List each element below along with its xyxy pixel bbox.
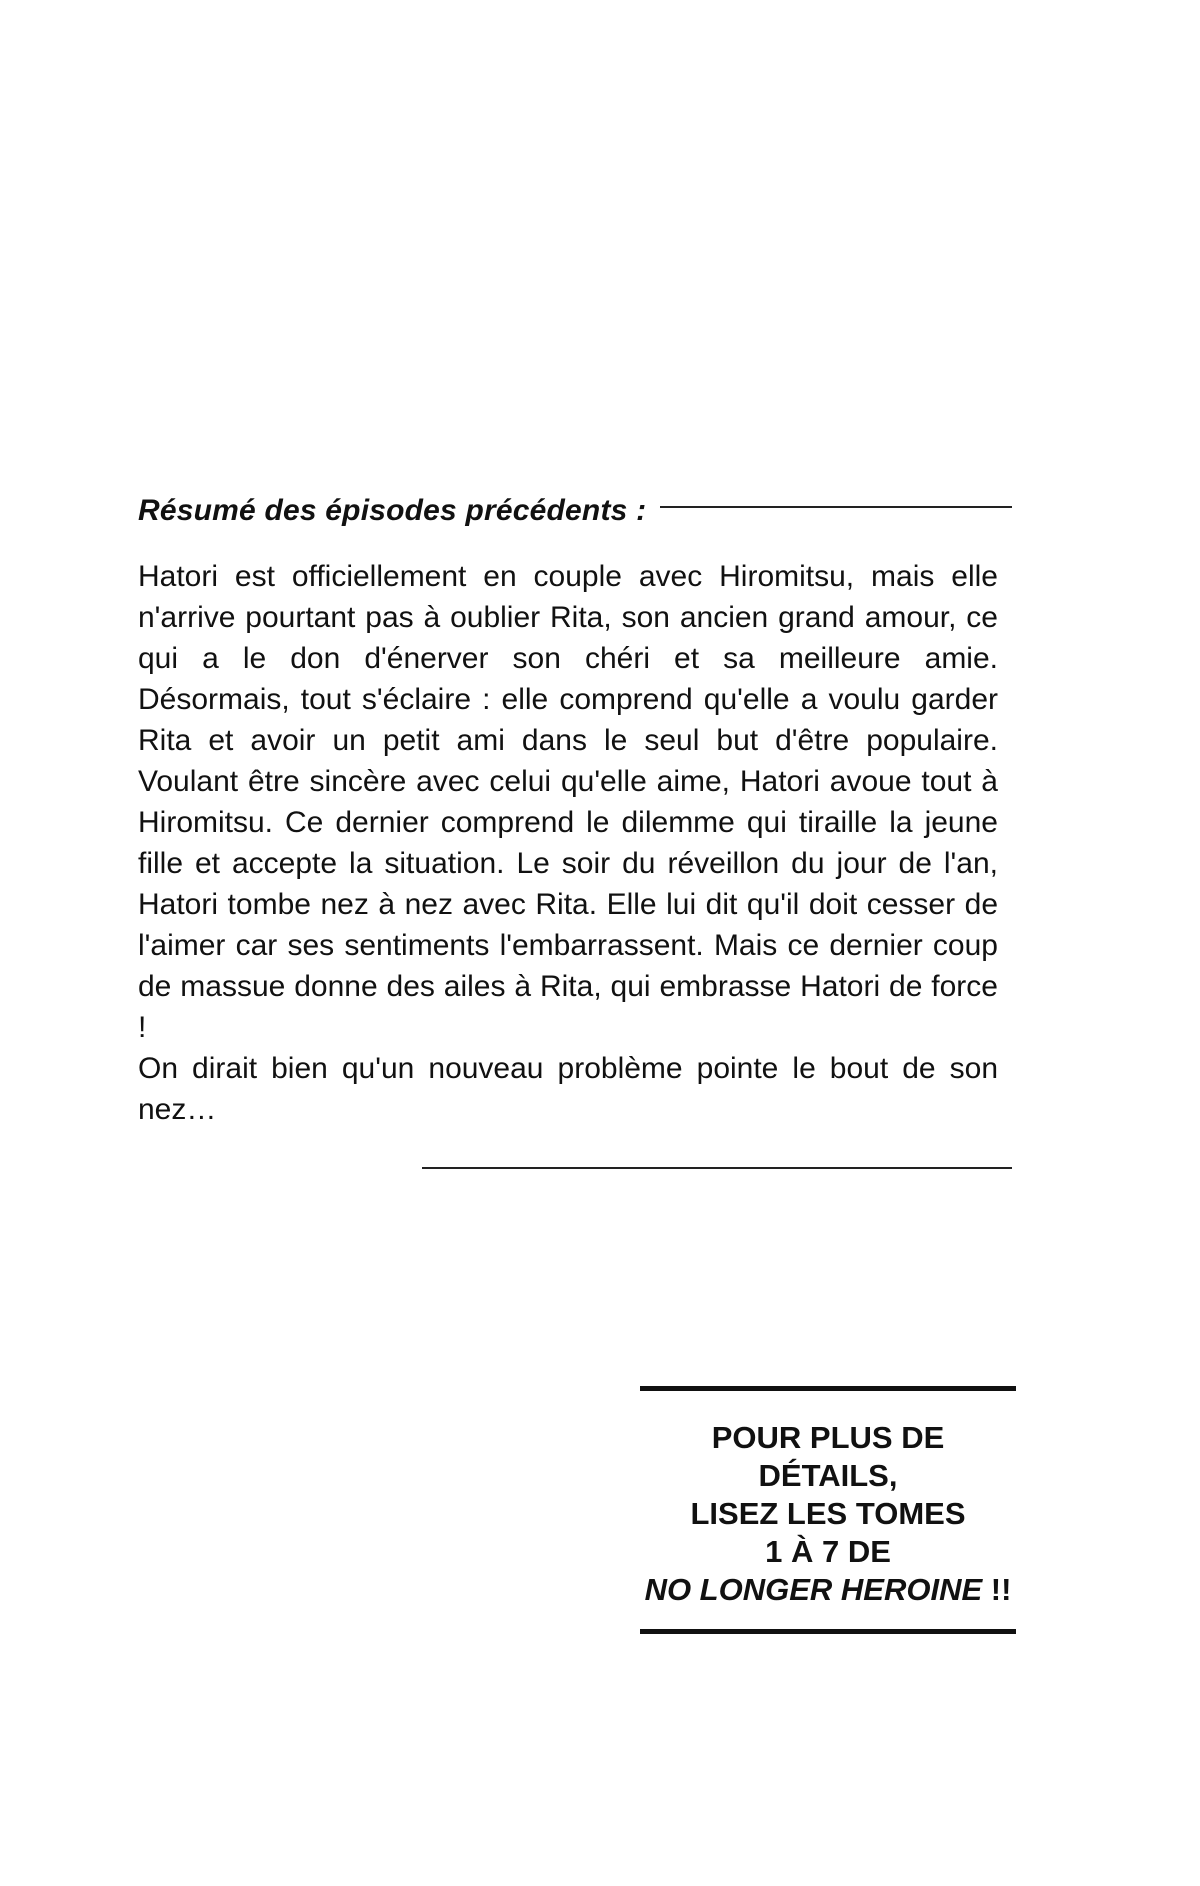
summary-heading-row <box>138 472 1018 528</box>
cta-top-rule <box>640 1386 1016 1391</box>
heading-rule <box>660 506 1012 508</box>
cta-line-4 <box>640 1571 1016 1609</box>
summary-body <box>138 556 998 1130</box>
cta-line-1: POUR PLUS DE DÉTAILS, <box>711 1420 945 1493</box>
cta-exclamation: !! <box>982 1572 1012 1607</box>
summary-section <box>138 472 1018 1126</box>
cta-text <box>640 1419 1016 1609</box>
summary-heading: Résumé des épisodes précédents : <box>138 494 647 527</box>
summary-paragraph: On dirait bien qu'un nouveau problème pointe le bout de son nez… <box>138 1052 998 1126</box>
cta-bottom-rule <box>640 1629 1016 1634</box>
cta-line-3: 1 À 7 DE <box>765 1534 891 1569</box>
summary-paragraph: Hatori est officiellement en couple avec Hiromitsu, mais elle n'arrive pourtant pas à oublier Rita, son ancien grand amour, ce qui a le don d'énerver son chéri et sa meilleure amie. Désormais, tout s'éclaire : elle comprend qu'elle a voulu garder Rita et avoir un petit ami dans le seul but d'être populaire. Voulant être sincère avec celui qu'elle aime, Hatori avoue tout à Hiromitsu. Ce dernier comprend le dilemme qui tiraille la jeune fille et accepte la situation. Le soir du réveillon du jour de l'an, Hatori tombe nez à nez avec Rita. Elle lui dit qu'il doit cesser de l'aimer car ses sentiments l'embarrassent. Mais ce dernier coup de massue donne des ailes à Rita, qui embrasse Hatori de force ! <box>138 560 998 1044</box>
closing-rule <box>422 1167 1012 1169</box>
cta-line-2: LISEZ LES TOMES <box>690 1496 966 1531</box>
series-title: NO LONGER HEROINE <box>644 1572 983 1607</box>
read-more-box <box>640 1386 1016 1634</box>
